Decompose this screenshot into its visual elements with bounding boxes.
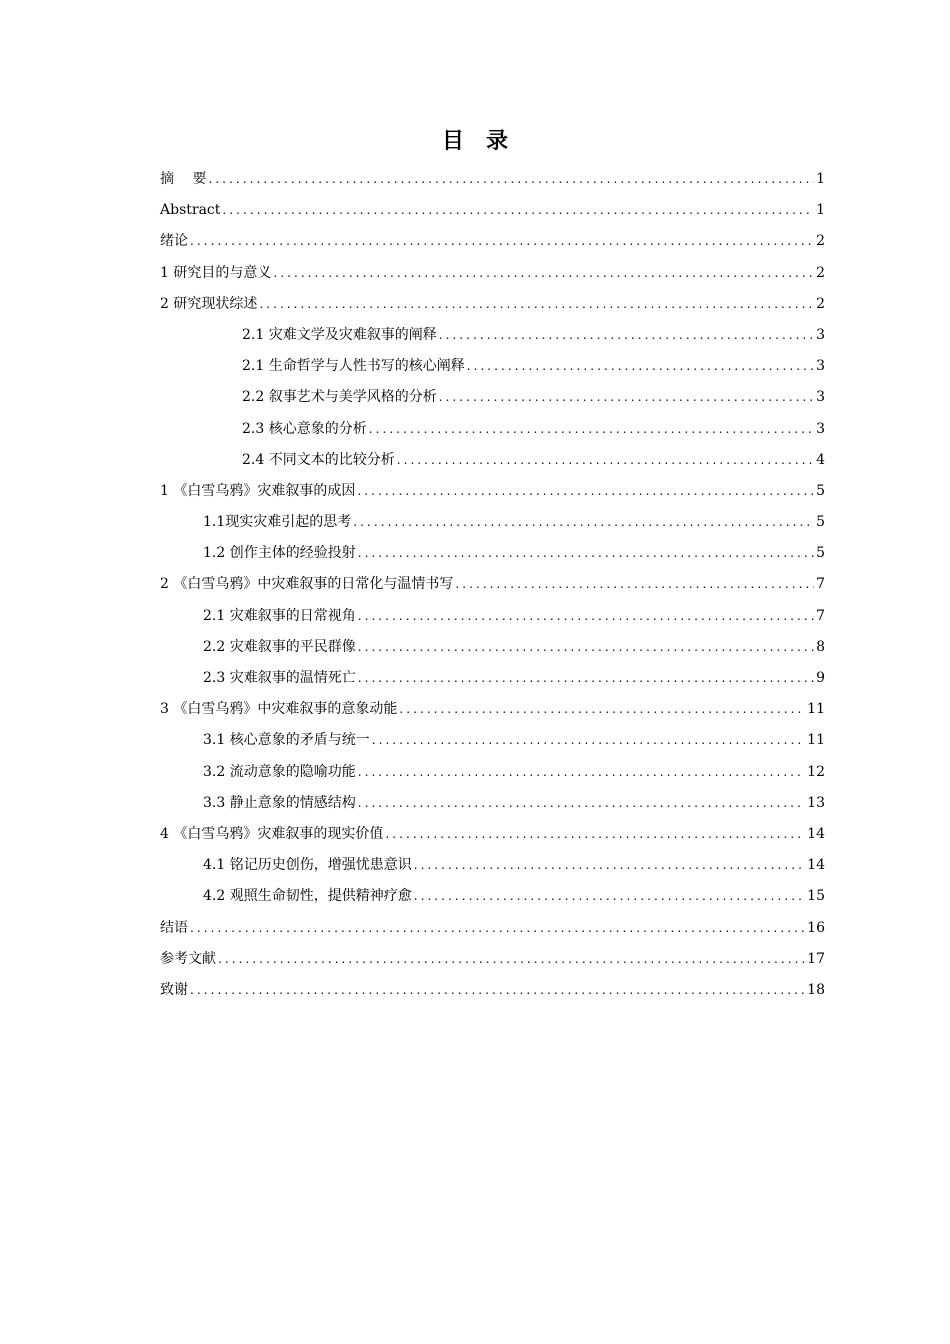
toc-entry[interactable] (160, 538, 825, 569)
toc-entry-page-number: 13 (807, 794, 825, 811)
toc-dot-leader (358, 757, 805, 788)
toc-dot-leader (358, 601, 814, 632)
toc-entry-page-number: 2 (816, 295, 825, 312)
toc-entry[interactable] (160, 445, 825, 476)
toc-entry-label: 1 《白雪乌鸦》灾难叙事的成因 (160, 482, 356, 499)
toc-entry[interactable] (160, 258, 825, 289)
toc-entry-label: 2.2 灾难叙事的平民群像 (203, 638, 356, 655)
toc-dot-leader (385, 819, 805, 850)
title-char-left: 目 (441, 129, 464, 154)
toc-entry[interactable] (160, 694, 825, 725)
toc-entry-label: 3.1 核心意象的矛盾与统一 (203, 732, 370, 749)
toc-entry-label: 绪论 (160, 233, 188, 250)
toc-dot-leader (190, 226, 814, 257)
toc-dot-leader (357, 476, 814, 507)
toc-entry-label: 致谢 (160, 981, 188, 998)
toc-dot-leader (218, 944, 805, 975)
toc-dot-leader (190, 975, 805, 1006)
toc-dot-leader (358, 788, 805, 819)
title-char-right: 录 (486, 129, 509, 154)
toc-entry[interactable] (160, 819, 825, 850)
toc-entry-page-number: 9 (816, 670, 825, 686)
toc-entry-page-number: 3 (816, 420, 825, 437)
toc-entry[interactable] (160, 944, 825, 975)
toc-dot-leader (414, 850, 805, 881)
toc-entry-label: 3.2 流动意象的隐喻功能 (203, 763, 356, 780)
toc-entry-page-number: 3 (816, 326, 825, 343)
toc-dot-leader (399, 694, 805, 725)
toc-entry[interactable] (160, 351, 825, 382)
toc-entry-page-number: 18 (807, 981, 825, 998)
toc-entry[interactable] (160, 476, 825, 507)
toc-entry-page-number: 12 (807, 763, 825, 780)
toc-entry-page-number: 1 (816, 171, 825, 187)
toc-entry-page-number: 16 (807, 919, 825, 936)
toc-entry-page-number: 1 (816, 202, 825, 219)
toc-entry[interactable] (160, 414, 825, 445)
toc-entry-page-number: 7 (816, 607, 825, 624)
toc-entry[interactable] (160, 881, 825, 912)
toc-entry-page-number: 11 (807, 701, 825, 718)
toc-entry-page-number: 2 (816, 233, 825, 250)
toc-dot-leader (455, 569, 814, 600)
toc-dot-leader (414, 881, 805, 912)
toc-entry[interactable] (160, 601, 825, 632)
toc-entry[interactable] (160, 788, 825, 819)
toc-entry-label: 4.2 观照生命韧性，提供精神疗愈 (203, 888, 412, 905)
toc-entry[interactable] (160, 289, 825, 320)
toc-dot-leader (273, 258, 814, 289)
toc-entry-label: 1.1现实灾难引起的思考 (203, 514, 352, 531)
toc-entry-page-number: 8 (816, 638, 825, 655)
toc-dot-leader (358, 538, 814, 569)
toc-dot-leader (208, 164, 814, 195)
toc-entry-label: 2.1 灾难文学及灾难叙事的阐释 (242, 326, 437, 343)
toc-entry-label: 2.1 灾难叙事的日常视角 (203, 607, 356, 624)
toc-dot-leader (372, 725, 805, 756)
toc-entry-label: 2 《白雪乌鸦》中灾难叙事的日常化与温情书写 (160, 576, 454, 593)
toc-entry[interactable] (160, 913, 825, 944)
toc-entry[interactable] (160, 382, 825, 413)
toc-entry-page-number: 5 (816, 482, 825, 499)
toc-entry-label: 1.2 创作主体的经验投射 (203, 545, 356, 562)
toc-entry[interactable] (160, 569, 825, 600)
toc-entry-page-number: 5 (816, 545, 825, 562)
toc-entry-page-number: 2 (816, 264, 825, 281)
toc-dot-leader (358, 632, 814, 663)
toc-entry-label: 4 《白雪乌鸦》灾难叙事的现实价值 (160, 825, 384, 842)
toc-dot-leader (353, 507, 814, 538)
toc-entry-label: 结语 (160, 919, 188, 936)
toc-entry-label: 2 研究现状综述 (160, 295, 258, 312)
toc-entry-page-number: 14 (807, 857, 825, 874)
toc-entry[interactable] (160, 725, 825, 756)
table-of-contents (160, 164, 825, 1006)
toc-entry-page-number: 17 (807, 950, 825, 967)
toc-entry[interactable] (160, 507, 825, 538)
toc-entry-label: 2.3 核心意象的分析 (242, 420, 367, 437)
toc-entry[interactable] (160, 195, 825, 226)
toc-entry-label: 2.4 不同文本的比较分析 (242, 451, 395, 468)
toc-entry-label: 3 《白雪乌鸦》中灾难叙事的意象动能 (160, 701, 398, 718)
toc-entry-page-number: 7 (816, 576, 825, 593)
toc-dot-leader (259, 289, 814, 320)
toc-entry-label: 1 研究目的与意义 (160, 264, 272, 281)
toc-dot-leader (358, 663, 814, 694)
toc-entry[interactable] (160, 226, 825, 257)
toc-dot-leader (222, 195, 814, 226)
toc-dot-leader (467, 351, 814, 382)
toc-entry-page-number: 14 (807, 825, 825, 842)
toc-dot-leader (397, 445, 814, 476)
toc-dot-leader (439, 320, 814, 351)
toc-entry-page-number: 4 (816, 451, 825, 468)
toc-entry-label: Abstract (160, 202, 221, 219)
toc-entry-label: 4.1 铭记历史创伤，增强忧患意识 (203, 857, 412, 874)
toc-entry-label: 2.3 灾难叙事的温情死亡 (203, 670, 356, 686)
toc-entry-label: 3.3 静止意象的情感结构 (203, 794, 356, 811)
toc-entry-label: 2.1 生命哲学与人性书写的核心阐释 (242, 358, 465, 375)
toc-entry[interactable] (160, 320, 825, 351)
toc-entry-page-number: 15 (807, 888, 825, 905)
toc-entry[interactable] (160, 164, 825, 195)
toc-entry-page-number: 3 (816, 358, 825, 375)
toc-entry-page-number: 3 (816, 389, 825, 406)
toc-entry[interactable] (160, 975, 825, 1006)
toc-entry[interactable] (160, 632, 825, 663)
toc-entry-label: 2.2 叙事艺术与美学风格的分析 (242, 389, 437, 406)
toc-entry-page-number: 5 (816, 514, 825, 531)
page-title (0, 126, 950, 158)
toc-entry[interactable] (160, 850, 825, 881)
toc-entry[interactable] (160, 663, 825, 694)
toc-dot-leader (369, 414, 814, 445)
toc-entry-label: 参考文献 (160, 950, 216, 967)
toc-dot-leader (190, 913, 805, 944)
toc-entry[interactable] (160, 757, 825, 788)
toc-entry-page-number: 11 (807, 732, 825, 749)
toc-dot-leader (439, 382, 814, 413)
toc-entry-label: 摘 要 (160, 171, 207, 187)
